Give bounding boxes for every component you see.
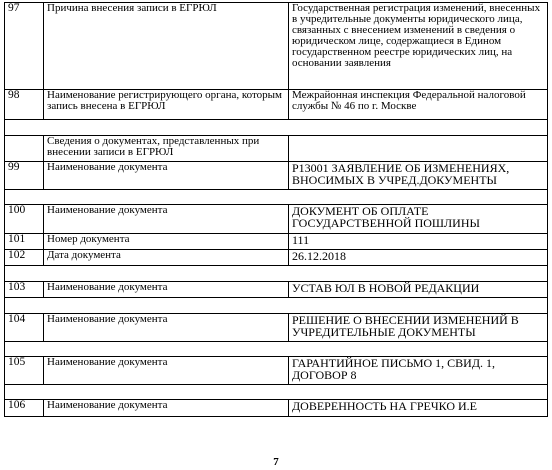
row-number: 97 [5,3,44,90]
row-number: 102 [5,250,44,266]
section-title: Сведения о документах, представленных при внесении записи в ЕГРЮЛ [44,136,289,162]
egrul-records-table [4,2,548,417]
spacer-row [5,298,548,314]
spacer-row [5,120,548,136]
page-number: 7 [273,456,279,468]
field-name: Наименование регистрирующего органа, которым запись внесена в ЕГРЮЛ [44,90,289,120]
table-row [5,162,548,190]
spacer-row [5,342,548,357]
field-value: Государственная регистрация изменений, внесенных в учредительные документы юридического лица, связанных с внесением изменений в сведения о юридическом лице, содержащиеся в Едином государственном реестре юридических лиц, на основании заявления [289,3,548,90]
row-number: 105 [5,357,44,385]
spacer-row [5,266,548,282]
field-name: Наименование документа [44,205,289,234]
row-number: 103 [5,282,44,298]
table-row [5,282,548,298]
table-row [5,3,548,90]
field-name: Наименование документа [44,162,289,190]
field-value: ДОКУМЕНТ ОБ ОПЛАТЕ ГОСУДАРСТВЕННОЙ ПОШЛИНЫ [289,205,548,234]
field-value: 26.12.2018 [289,250,548,266]
section-header-row [5,136,548,162]
field-name: Наименование документа [44,282,289,298]
field-value: ГАРАНТИЙНОЕ ПИСЬМО 1, СВИД. 1, ДОГОВОР 8 [289,357,548,385]
row-number: 104 [5,314,44,342]
table-row [5,314,548,342]
row-number: 99 [5,162,44,190]
table-row [5,90,548,120]
table-row [5,400,548,417]
field-name: Наименование документа [44,400,289,417]
table-row [5,234,548,250]
field-value: УСТАВ ЮЛ В НОВОЙ РЕДАКЦИИ [289,282,548,298]
field-value: ДОВЕРЕННОСТЬ НА ГРЕЧКО И.Е [289,400,548,417]
field-value: РЕШЕНИЕ О ВНЕСЕНИИ ИЗМЕНЕНИЙ В УЧРЕДИТЕЛЬНЫЕ ДОКУМЕНТЫ [289,314,548,342]
table-row [5,205,548,234]
table-row [5,250,548,266]
field-name: Дата документа [44,250,289,266]
field-name: Наименование документа [44,357,289,385]
field-value: 111 [289,234,548,250]
field-name: Номер документа [44,234,289,250]
field-value: Межрайонная инспекция Федеральной налоговой службы № 46 по г. Москве [289,90,548,120]
row-number: 100 [5,205,44,234]
row-number: 106 [5,400,44,417]
row-number: 101 [5,234,44,250]
field-value: Р13001 ЗАЯВЛЕНИЕ ОБ ИЗМЕНЕНИЯХ, ВНОСИМЫХ В УЧРЕД.ДОКУМЕНТЫ [289,162,548,190]
table-row [5,357,548,385]
field-name: Наименование документа [44,314,289,342]
row-number: 98 [5,90,44,120]
spacer-row [5,190,548,205]
field-name: Причина внесения записи в ЕГРЮЛ [44,3,289,90]
spacer-row [5,385,548,400]
